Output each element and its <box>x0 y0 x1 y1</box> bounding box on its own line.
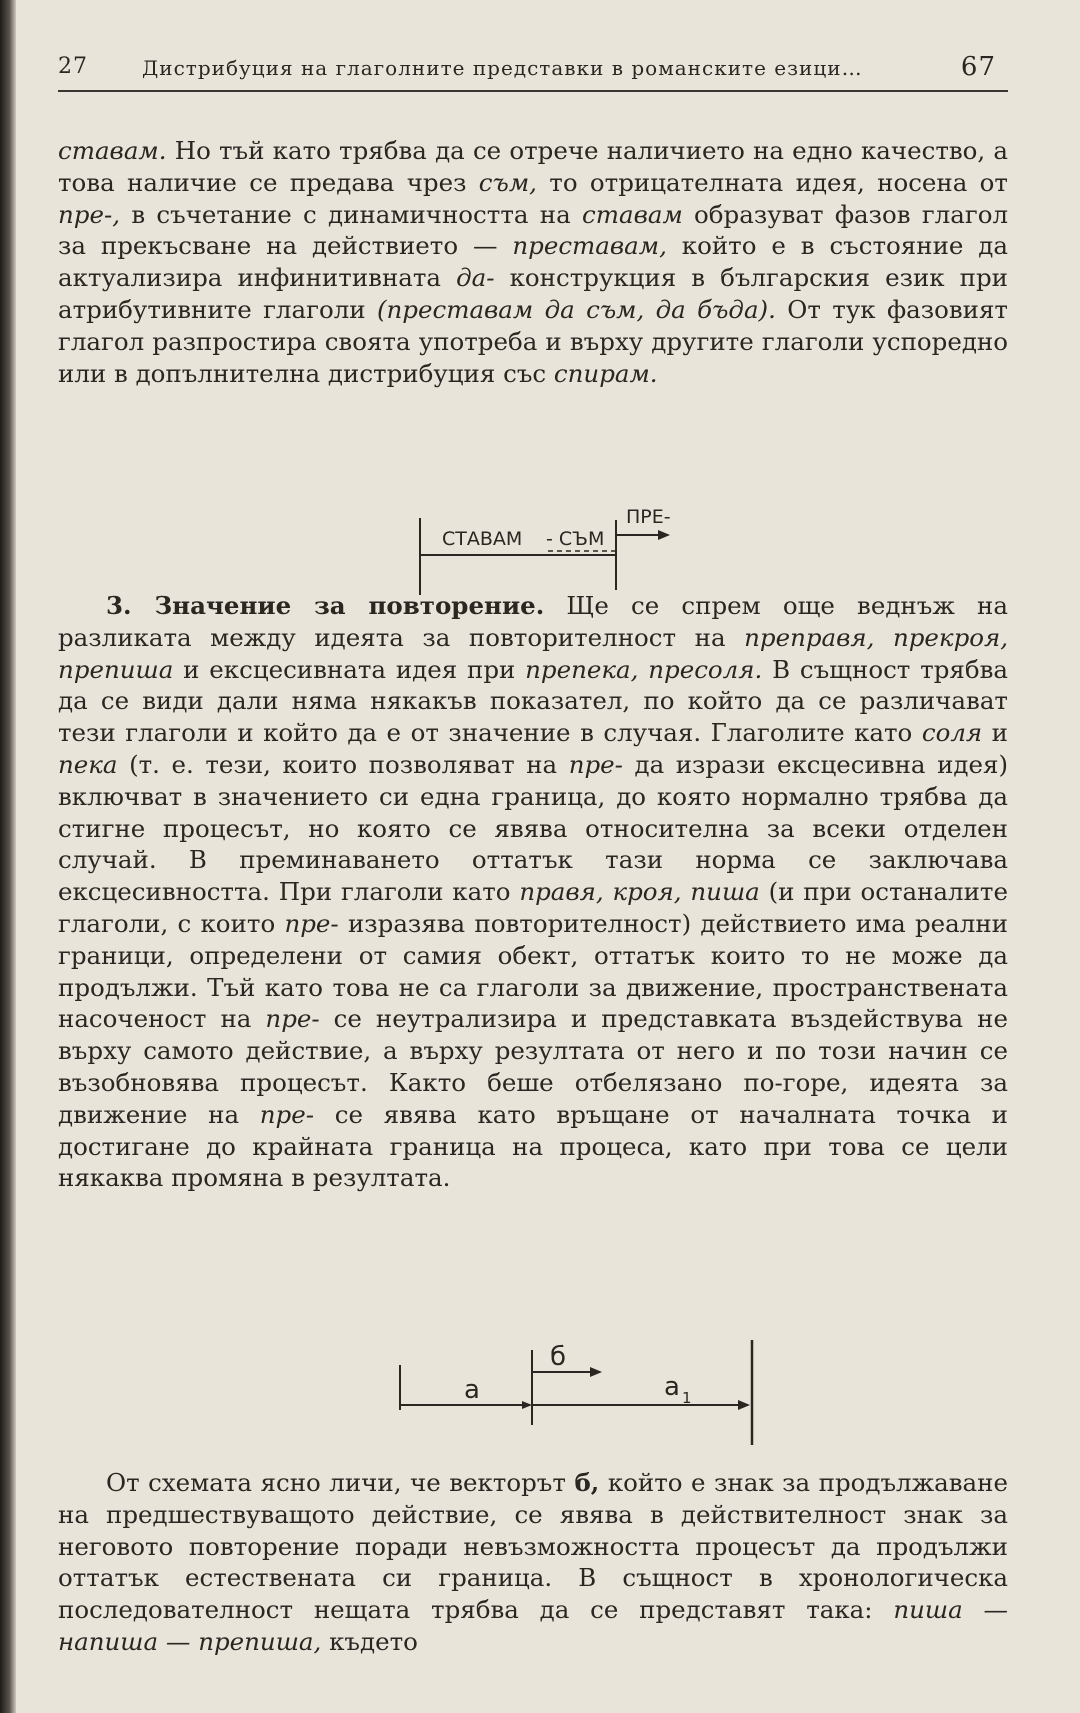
paragraph-1 <box>58 135 1008 389</box>
text-span: който е в състояние да актуализира инфинитивната <box>58 231 1008 293</box>
book-page <box>58 40 1009 1656</box>
diagram-stavam-sam <box>358 460 778 600</box>
diagram2-label-a1: a <box>664 1372 680 1402</box>
text-span: ставам <box>582 199 683 229</box>
diagram2-arrow-a1 <box>738 1400 750 1410</box>
text-span: соля <box>921 718 983 748</box>
text-span: (т. е. тези, които позволяват на <box>117 749 569 779</box>
text-span: пре- <box>265 1004 320 1034</box>
header-left-number: 27 <box>58 54 88 79</box>
text-span: конструкция в българския език при атрибутивните глаголи <box>58 263 1008 324</box>
diagram-vector-b <box>338 1305 838 1445</box>
text-span: Но тъй като трябва да се отрече наличието на едно качество, а това наличие се предава чрез <box>58 136 1008 197</box>
book-spine-shadow <box>0 0 16 1713</box>
text-span: преставам, <box>512 231 667 261</box>
text-span: и <box>982 718 1008 748</box>
diagram2-label-a: a <box>464 1375 480 1405</box>
text-span: се явява като връщане от началната точка и достигане до крайната граница на процеса, като при това се цели някаква промяна в резултата. <box>58 1099 1008 1193</box>
text-span: съм, <box>478 167 537 197</box>
text-span: От схемата ясно личи, че векторът <box>106 1468 575 1497</box>
text-span: В същност трябва да се види дали няма някакъв показател, по който да се различават тези глаголи и който да е от значение в случая. Глаголите като <box>58 654 1008 748</box>
text-span: Ще се спрем още веднъж на разликата между идеята за повторителност на <box>58 591 1008 652</box>
text-span: образуват фазов глагол за прекъсване на действието — <box>58 199 1009 261</box>
diagram2-label-b: б <box>550 1342 567 1372</box>
text-span: пиша — напиша — препиша, <box>58 1595 1008 1656</box>
text-span: пре- <box>284 908 339 938</box>
diagram2-arrow-a <box>522 1401 532 1409</box>
text-span: се неутрализира и представката въздействува не върху самото действие, а върху резултата от него и по този начин се възобновява процесът. Както беше отбелязано по-горе, идеята за движение на <box>58 1004 1008 1129</box>
text-span: ставам. <box>58 136 167 165</box>
text-span: пре- <box>568 749 623 779</box>
text-span: От тук фазовият глагол разпростира своята употреба и върху другите глаголи успоредно или в допълнителна дистрибуция със <box>58 294 1008 388</box>
text-span: препека, пресоля. <box>525 654 763 684</box>
section-heading: 3. Значение за повторение. <box>106 591 545 620</box>
text-span: да изрази ексцесивна идея) включват в значението си една граница, до която нормално трябва да стигне процесът, но която се явява относителна за всеки отделен случай. В преминаването оттатък тази норма се заключава ексцесивността. При глаголи като <box>58 749 1009 907</box>
diagram-label-pre: ПРЕ- <box>626 506 671 528</box>
text-span: пре-, <box>58 199 121 229</box>
text-span: преправя, прекроя, препиша <box>58 622 1009 684</box>
page-number: 67 <box>960 52 996 82</box>
running-title: Дистрибуция на глаголните представки в романските езици… <box>142 56 863 80</box>
text-span: правя, кроя, пиша <box>519 877 760 907</box>
text-span: и ексцесивната идея при <box>173 654 526 684</box>
paragraph-3 <box>58 1467 1008 1658</box>
paragraph-2 <box>58 590 1008 1194</box>
text-span: пре- <box>259 1099 315 1129</box>
text-span: изразява повторителност) действието има реални граници, определени от самия обект, оттатък които то не може да продължи. Тъй като това не са глаголи за движение, пространствената насоченост на <box>58 908 1008 1034</box>
text-span: да- <box>456 263 495 293</box>
text-span: б, <box>574 1468 600 1497</box>
diagram2-vector-b-head <box>590 1367 602 1377</box>
text-span: то отрицателната идея, носена от <box>536 167 1008 197</box>
text-span: спирам. <box>553 358 658 388</box>
text-span: където <box>321 1626 418 1656</box>
diagram-label-stavam: СТАВАМ <box>442 528 523 550</box>
text-span: пека <box>58 749 118 779</box>
text-span: който е знак за продължаване на предшествуващото действие, се явява в действителност знак за неговото повторение поради невъзможността процесът да продължи оттатък естествената си граница. В същност в хронологическа последователност нещата трябва да се представят така: <box>58 1468 1008 1625</box>
diagram-label-sam: - СЪМ <box>546 528 605 550</box>
text-span: (преставам да съм, да бъда). <box>376 294 776 324</box>
text-span: в съчетание с динамичността на <box>120 199 583 229</box>
text-span: (и при останалите глаголи, с които <box>58 877 1008 938</box>
diagram-arrow-head <box>658 530 670 540</box>
diagram2-label-a1-subscript: 1 <box>682 1389 692 1407</box>
page-header <box>58 40 1008 92</box>
